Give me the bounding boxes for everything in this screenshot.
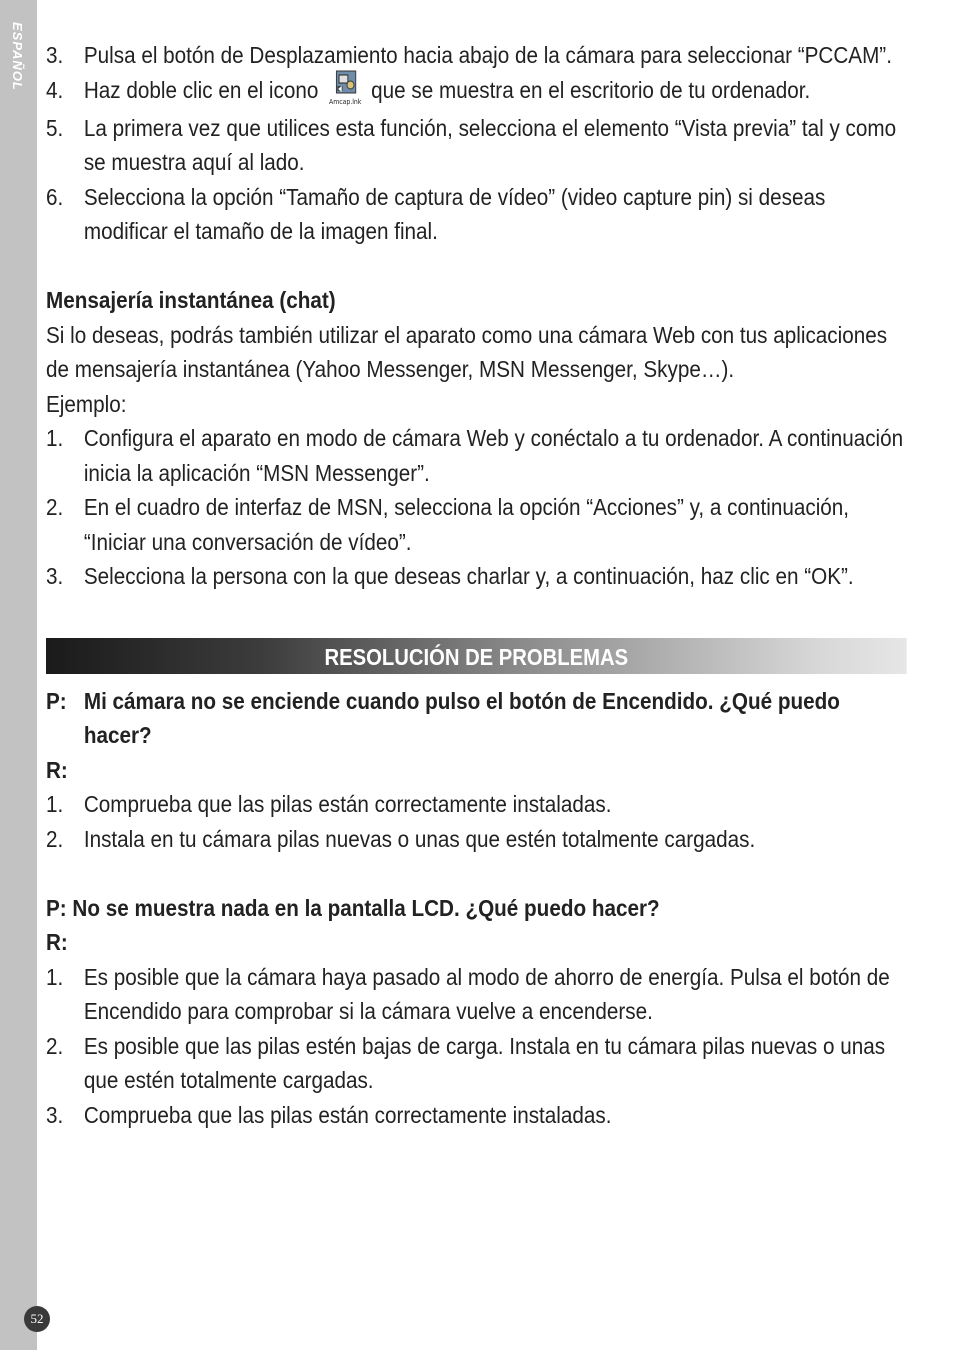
intro-paragraph: Si lo deseas, podrás también utilizar el aparato como una cámara Web con tus aplicaciones de mensajería instantánea (Yahoo Messenger, MSN Messenger, Skype…). — [46, 321, 888, 382]
item-text: Selecciona la opción “Tamaño de captura de vídeo” (video capture pin) si deseas modificar el tamaño de la imagen final. — [83, 183, 826, 244]
page-content — [46, 38, 912, 1132]
section-heading: Mensajería instantánea (chat) — [46, 287, 336, 313]
example-label: Ejemplo: — [46, 390, 127, 417]
section-banner: RESOLUCIÓN DE PROBLEMAS — [46, 638, 907, 674]
item-text — [84, 73, 912, 111]
item-text-after: que se muestra en el escritorio de tu ordenador. — [371, 76, 811, 103]
list-item — [46, 822, 912, 857]
item-text-before: Haz doble clic en el icono — [83, 76, 319, 103]
question-1 — [46, 684, 912, 753]
item-text: Pulsa el botón de Desplazamiento hacia abajo de la cámara para seleccionar “PCCAM”. — [83, 42, 892, 68]
question-2: P: No se muestra nada en la pantalla LCD. ¿Qué puedo hacer? — [46, 894, 660, 921]
list-item — [46, 490, 912, 559]
amcap-shortcut-icon — [325, 69, 364, 107]
item-number: 6. — [46, 183, 64, 210]
item-number: 3. — [46, 563, 64, 589]
language-label: ESPAÑOL — [10, 22, 25, 91]
item-number: 3. — [46, 1101, 64, 1128]
item-text: Es posible que la cámara haya pasado al modo de ahorro de energía. Pulsa el botón de Encendido para comprobar si la cámara vuelve a encenderse. — [83, 963, 890, 1024]
list-item — [46, 180, 912, 249]
item-text: Selecciona la persona con la que deseas charlar y, a continuación, haz clic en “OK”. — [83, 563, 854, 589]
item-number: 1. — [46, 425, 64, 451]
icon-caption: Amcap.lnk — [328, 97, 361, 106]
item-number: 1. — [46, 791, 64, 817]
question-text: Mi cámara no se enciende cuando pulso el botón de Encendido. ¿Qué puedo hacer? — [83, 687, 840, 748]
list-item — [46, 1098, 912, 1133]
list-item — [46, 1029, 912, 1098]
item-number: 3. — [46, 42, 64, 68]
list-item — [46, 559, 912, 594]
answer-label: R: — [46, 756, 68, 783]
page-number: 52 — [24, 1306, 50, 1332]
item-number: 2. — [46, 494, 64, 520]
question-label: P: — [46, 687, 67, 714]
item-number: 2. — [46, 1032, 64, 1059]
list-item — [46, 787, 912, 822]
item-number: 1. — [46, 963, 64, 990]
list-item — [46, 421, 912, 490]
item-text: Comprueba que las pilas están correctamente instaladas. — [83, 791, 612, 817]
item-text: Comprueba que las pilas están correctamente instaladas. — [83, 1101, 612, 1128]
list-item — [46, 38, 912, 73]
item-number: 5. — [46, 114, 64, 141]
item-text: En el cuadro de interfaz de MSN, selecciona la opción “Acciones” y, a continuación, “Iniciar una conversación de vídeo”. — [83, 494, 850, 555]
side-strip — [0, 0, 37, 1350]
list-item — [46, 73, 912, 111]
list-item — [46, 960, 912, 1029]
item-text: La primera vez que utilices esta función, selecciona el elemento “Vista previa” tal y como se muestra aquí al lado. — [83, 114, 897, 175]
item-text: Instala en tu cámara pilas nuevas o unas que estén totalmente cargadas. — [83, 825, 756, 852]
answer-label: R: — [46, 929, 68, 955]
item-number: 4. — [46, 76, 64, 103]
item-text: Es posible que las pilas estén bajas de carga. Instala en tu cámara pilas nuevas o unas que estén totalmente cargadas. — [83, 1032, 886, 1093]
item-number: 2. — [46, 825, 64, 852]
list-item — [46, 111, 912, 180]
item-text: Configura el aparato en modo de cámara Web y conéctalo a tu ordenador. A continuación inicia la aplicación “MSN Messenger”. — [83, 425, 904, 486]
